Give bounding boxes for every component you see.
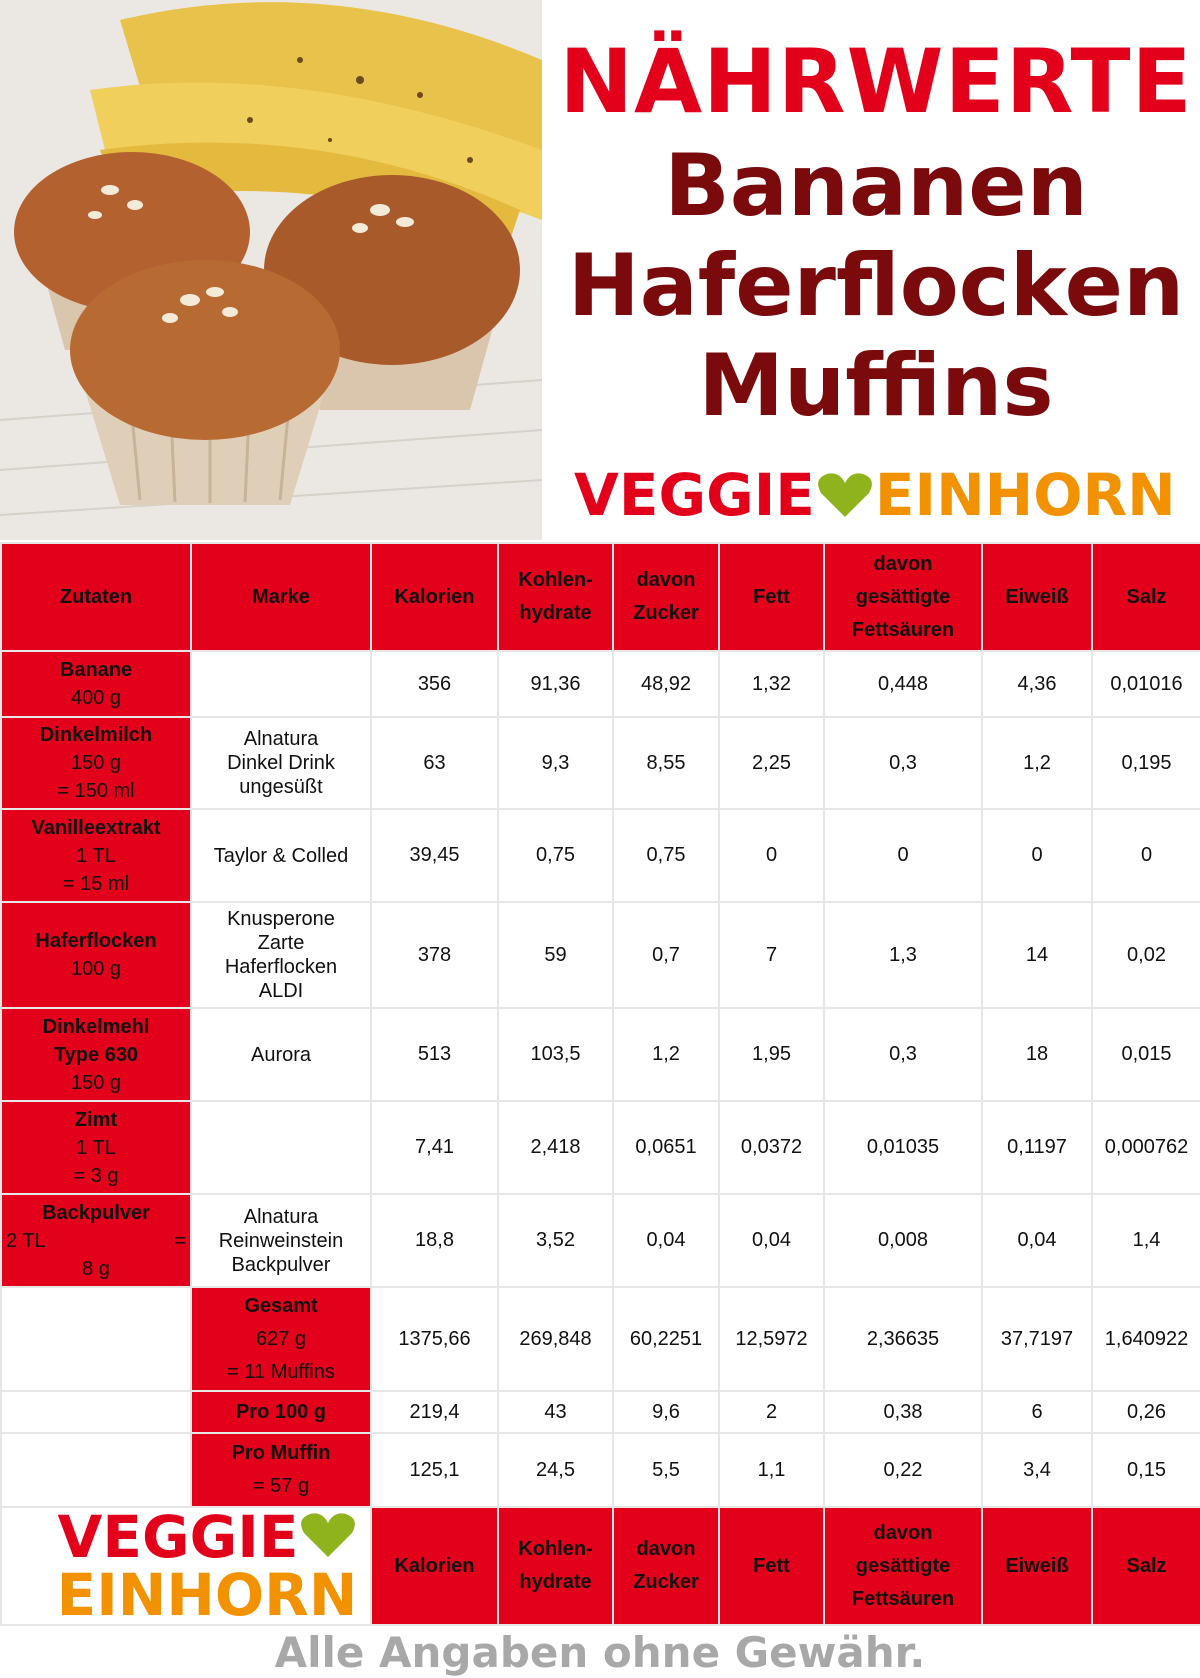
value-cell: 1375,66 <box>371 1287 498 1391</box>
value-cell: 0 <box>982 809 1092 902</box>
empty-cell <box>1 1391 191 1433</box>
table-row <box>1 1008 1200 1101</box>
col-header-zucker <box>613 543 719 651</box>
value-cell: 6 <box>982 1391 1092 1433</box>
brand-veggie: VEGGIE <box>574 461 815 529</box>
ingredient-cell <box>1 1101 191 1194</box>
header-text: Zucker <box>633 1571 699 1593</box>
value-cell: 0,448 <box>824 651 982 717</box>
value-cell: 269,848 <box>498 1287 613 1391</box>
value-cell: 18 <box>982 1008 1092 1101</box>
ingredient-qty: 150 g <box>70 752 122 774</box>
footer-logo <box>6 1508 366 1624</box>
total-sublabel: = 57 g <box>252 1475 310 1497</box>
header-text: Zucker <box>633 602 699 624</box>
ingredient-cell <box>1 809 191 902</box>
col-header-gesaettigte <box>824 543 982 651</box>
heart-icon <box>300 1511 356 1559</box>
value-cell: 0,0651 <box>613 1101 719 1194</box>
value-cell: 5,5 <box>613 1433 719 1507</box>
value-cell: 0,0372 <box>719 1101 824 1194</box>
value-cell: 0,01035 <box>824 1101 982 1194</box>
ingredient-qty: 8 g <box>82 1257 110 1280</box>
total-sublabel: = 11 Muffins <box>227 1360 335 1383</box>
table-row <box>1 717 1200 809</box>
value-cell: 356 <box>371 651 498 717</box>
footer-header-fett: Fett <box>719 1507 824 1625</box>
value-cell: 3,52 <box>498 1194 613 1287</box>
value-cell: 0,15 <box>1092 1433 1200 1507</box>
header-text: gesättigte <box>855 1554 951 1577</box>
value-cell: 60,2251 <box>613 1287 719 1391</box>
value-cell: 1,32 <box>719 651 824 717</box>
value-cell: 1,640922 <box>1092 1287 1200 1391</box>
header-row <box>1 543 1200 651</box>
col-header-fett: Fett <box>719 543 824 651</box>
value-cell: 0,3 <box>824 1008 982 1101</box>
value-cell: 37,7197 <box>982 1287 1092 1391</box>
ingredient-qty-line <box>6 1227 186 1255</box>
value-cell: 3,4 <box>982 1433 1092 1507</box>
table-row <box>1 1101 1200 1194</box>
value-cell: 0,75 <box>498 809 613 902</box>
footer-header-kalorien: Kalorien <box>371 1507 498 1625</box>
table-row <box>1 902 1200 1008</box>
value-cell: 1,2 <box>613 1008 719 1101</box>
value-cell: 63 <box>371 717 498 809</box>
value-cell: 2,418 <box>498 1101 613 1194</box>
value-cell: 1,2 <box>982 717 1092 809</box>
value-cell: 219,4 <box>371 1391 498 1433</box>
value-cell: 0,1197 <box>982 1101 1092 1194</box>
ingredient-name: Banane <box>59 659 133 681</box>
ingredient-type: Type 630 <box>53 1043 139 1066</box>
footer-header-gesaettigte <box>824 1507 982 1625</box>
header-text: hydrate <box>519 602 592 624</box>
value-cell: 0,02 <box>1092 902 1200 1008</box>
ingredient-cell <box>1 1008 191 1101</box>
brand-text: Dinkel Drink <box>227 752 335 774</box>
brand-text: ALDI <box>258 980 304 1002</box>
table-row <box>1 651 1200 717</box>
header-text: davon <box>873 1521 933 1544</box>
empty-cell <box>1 1287 191 1391</box>
value-cell: 513 <box>371 1008 498 1101</box>
ingredient-qty: 400 g <box>70 687 122 709</box>
ingredient-name: Vanilleextrakt <box>31 816 161 839</box>
value-cell: 103,5 <box>498 1008 613 1101</box>
value-cell: 8,55 <box>613 717 719 809</box>
brand-cell <box>191 1194 371 1287</box>
heart-icon <box>817 471 873 519</box>
brand-cell <box>191 1101 371 1194</box>
value-cell: 0 <box>824 809 982 902</box>
value-cell: 0,22 <box>824 1433 982 1507</box>
value-cell: 24,5 <box>498 1433 613 1507</box>
brand-cell <box>191 1008 371 1101</box>
value-cell: 0,04 <box>719 1194 824 1287</box>
empty-cell <box>1 1433 191 1507</box>
footer-header-salz: Salz <box>1092 1507 1200 1625</box>
footer-header-zucker <box>613 1507 719 1625</box>
ingredient-cell <box>1 902 191 1008</box>
ingredient-qty: 1 TL <box>76 1136 116 1159</box>
value-cell: 0,04 <box>613 1194 719 1287</box>
value-cell: 0,38 <box>824 1391 982 1433</box>
total-label: Pro 100 g <box>235 1400 327 1423</box>
value-cell: 9,3 <box>498 717 613 809</box>
brand-cell <box>191 902 371 1008</box>
table-row <box>1 1194 1200 1287</box>
value-cell: 91,36 <box>498 651 613 717</box>
header-text: Fettsäuren <box>851 1587 955 1610</box>
col-header-eiweiss: Eiweiß <box>982 543 1092 651</box>
total-label-cell <box>191 1287 371 1391</box>
value-cell: 0,01016 <box>1092 651 1200 717</box>
col-header-kalorien: Kalorien <box>371 543 498 651</box>
total-sublabel: 627 g <box>255 1327 307 1350</box>
ingredient-qty: 100 g <box>70 958 122 980</box>
ingredient-qty: 150 g <box>70 1071 122 1094</box>
brand-logo <box>574 461 1176 529</box>
value-cell: 1,1 <box>719 1433 824 1507</box>
value-cell: 7 <box>719 902 824 1008</box>
brand-text: Haferflocken <box>224 956 338 978</box>
value-cell: 2,36635 <box>824 1287 982 1391</box>
total-label: Pro Muffin <box>231 1442 331 1464</box>
value-cell: 18,8 <box>371 1194 498 1287</box>
footer-logo-veggie: VEGGIE <box>57 1507 299 1571</box>
value-cell: 1,3 <box>824 902 982 1008</box>
brand-cell <box>191 717 371 809</box>
brand-text: Knusperone <box>227 908 335 930</box>
brand-text: Alnatura <box>243 1205 319 1228</box>
header-text: davon <box>636 1538 696 1560</box>
col-header-kohlenhydrate <box>498 543 613 651</box>
footer-header-row <box>1 1507 1200 1625</box>
ingredient-qty: = 15 ml <box>62 872 130 895</box>
ingredient-equals: = <box>174 1229 186 1252</box>
header-text: Fettsäuren <box>851 618 955 641</box>
brand-text: Zarte <box>257 932 305 954</box>
value-cell: 2 <box>719 1391 824 1433</box>
total-label: Gesamt <box>244 1294 318 1317</box>
recipe-name-line-1: Bananen <box>664 136 1088 236</box>
ingredient-name: Haferflocken <box>35 930 157 952</box>
ingredient-cell <box>1 651 191 717</box>
value-cell: 12,5972 <box>719 1287 824 1391</box>
ingredient-qty: = 3 g <box>73 1164 119 1187</box>
value-cell: 14 <box>982 902 1092 1008</box>
ingredient-name: Dinkelmilch <box>39 724 153 746</box>
header-text: Kohlen- <box>518 569 593 591</box>
value-cell: 0,04 <box>982 1194 1092 1287</box>
nutrition-table <box>0 542 1200 1626</box>
total-row <box>1 1391 1200 1433</box>
ingredient-name: Backpulver <box>42 1201 150 1224</box>
value-cell: 59 <box>498 902 613 1008</box>
value-cell: 0,015 <box>1092 1008 1200 1101</box>
recipe-name-line-2: Haferflocken <box>567 236 1185 336</box>
page-title: NÄHRWERTE <box>559 30 1193 133</box>
value-cell: 43 <box>498 1391 613 1433</box>
muffin-illustration <box>0 0 542 540</box>
value-cell: 125,1 <box>371 1433 498 1507</box>
value-cell: 1,95 <box>719 1008 824 1101</box>
brand-text: Reinweinstein <box>218 1229 344 1252</box>
brand-text: Backpulver <box>231 1253 331 1276</box>
col-header-salz: Salz <box>1092 543 1200 651</box>
header-text: davon <box>873 552 933 575</box>
table-row <box>1 809 1200 902</box>
value-cell: 2,25 <box>719 717 824 809</box>
value-cell: 39,45 <box>371 809 498 902</box>
brand-einhorn: EINHORN <box>874 461 1176 529</box>
brand-cell <box>191 809 371 902</box>
footer-header-eiweiss: Eiweiß <box>982 1507 1092 1625</box>
header-text: Kohlen- <box>518 1538 593 1560</box>
value-cell: 7,41 <box>371 1101 498 1194</box>
ingredient-cell <box>1 1194 191 1287</box>
value-cell: 0 <box>719 809 824 902</box>
ingredient-cell <box>1 717 191 809</box>
ingredient-name: Zimt <box>74 1108 118 1131</box>
value-cell: 9,6 <box>613 1391 719 1433</box>
value-cell: 1,4 <box>1092 1194 1200 1287</box>
header-text: davon <box>636 569 696 591</box>
ingredient-qty: = 150 ml <box>57 780 135 802</box>
footer-logo-cell <box>1 1507 371 1625</box>
total-label-cell <box>191 1391 371 1433</box>
footer-header-kohlenhydrate <box>498 1507 613 1625</box>
header-text: hydrate <box>519 1571 592 1593</box>
col-header-zutaten: Zutaten <box>1 543 191 651</box>
value-cell: 378 <box>371 902 498 1008</box>
total-label-cell <box>191 1433 371 1507</box>
title-block <box>552 30 1200 436</box>
value-cell: 48,92 <box>613 651 719 717</box>
total-row <box>1 1287 1200 1391</box>
disclaimer: Alle Angaben ohne Gewähr. <box>274 1628 926 1677</box>
value-cell: 0,26 <box>1092 1391 1200 1433</box>
value-cell: 0,7 <box>613 902 719 1008</box>
ingredient-qty: 2 TL <box>6 1229 46 1252</box>
brand-text: Aurora <box>250 1043 312 1066</box>
ingredient-name: Dinkelmehl <box>42 1015 150 1038</box>
ingredient-qty: 1 TL <box>76 844 116 867</box>
brand-text: Alnatura <box>243 728 319 750</box>
recipe-name-line-3: Muffins <box>698 336 1054 436</box>
brand-text: ungesüßt <box>239 776 323 798</box>
brand-cell <box>191 651 371 717</box>
brand-text: Taylor & Colled <box>213 844 349 867</box>
value-cell: 0,008 <box>824 1194 982 1287</box>
value-cell: 0 <box>1092 809 1200 902</box>
footer-logo-einhorn: EINHORN <box>56 1561 358 1625</box>
value-cell: 0,3 <box>824 717 982 809</box>
value-cell: 4,36 <box>982 651 1092 717</box>
header-text: gesättigte <box>855 585 951 608</box>
col-header-marke: Marke <box>191 543 371 651</box>
value-cell: 0,195 <box>1092 717 1200 809</box>
muffin-photo <box>0 0 542 540</box>
value-cell: 0,000762 <box>1092 1101 1200 1194</box>
total-row <box>1 1433 1200 1507</box>
value-cell: 0,75 <box>613 809 719 902</box>
